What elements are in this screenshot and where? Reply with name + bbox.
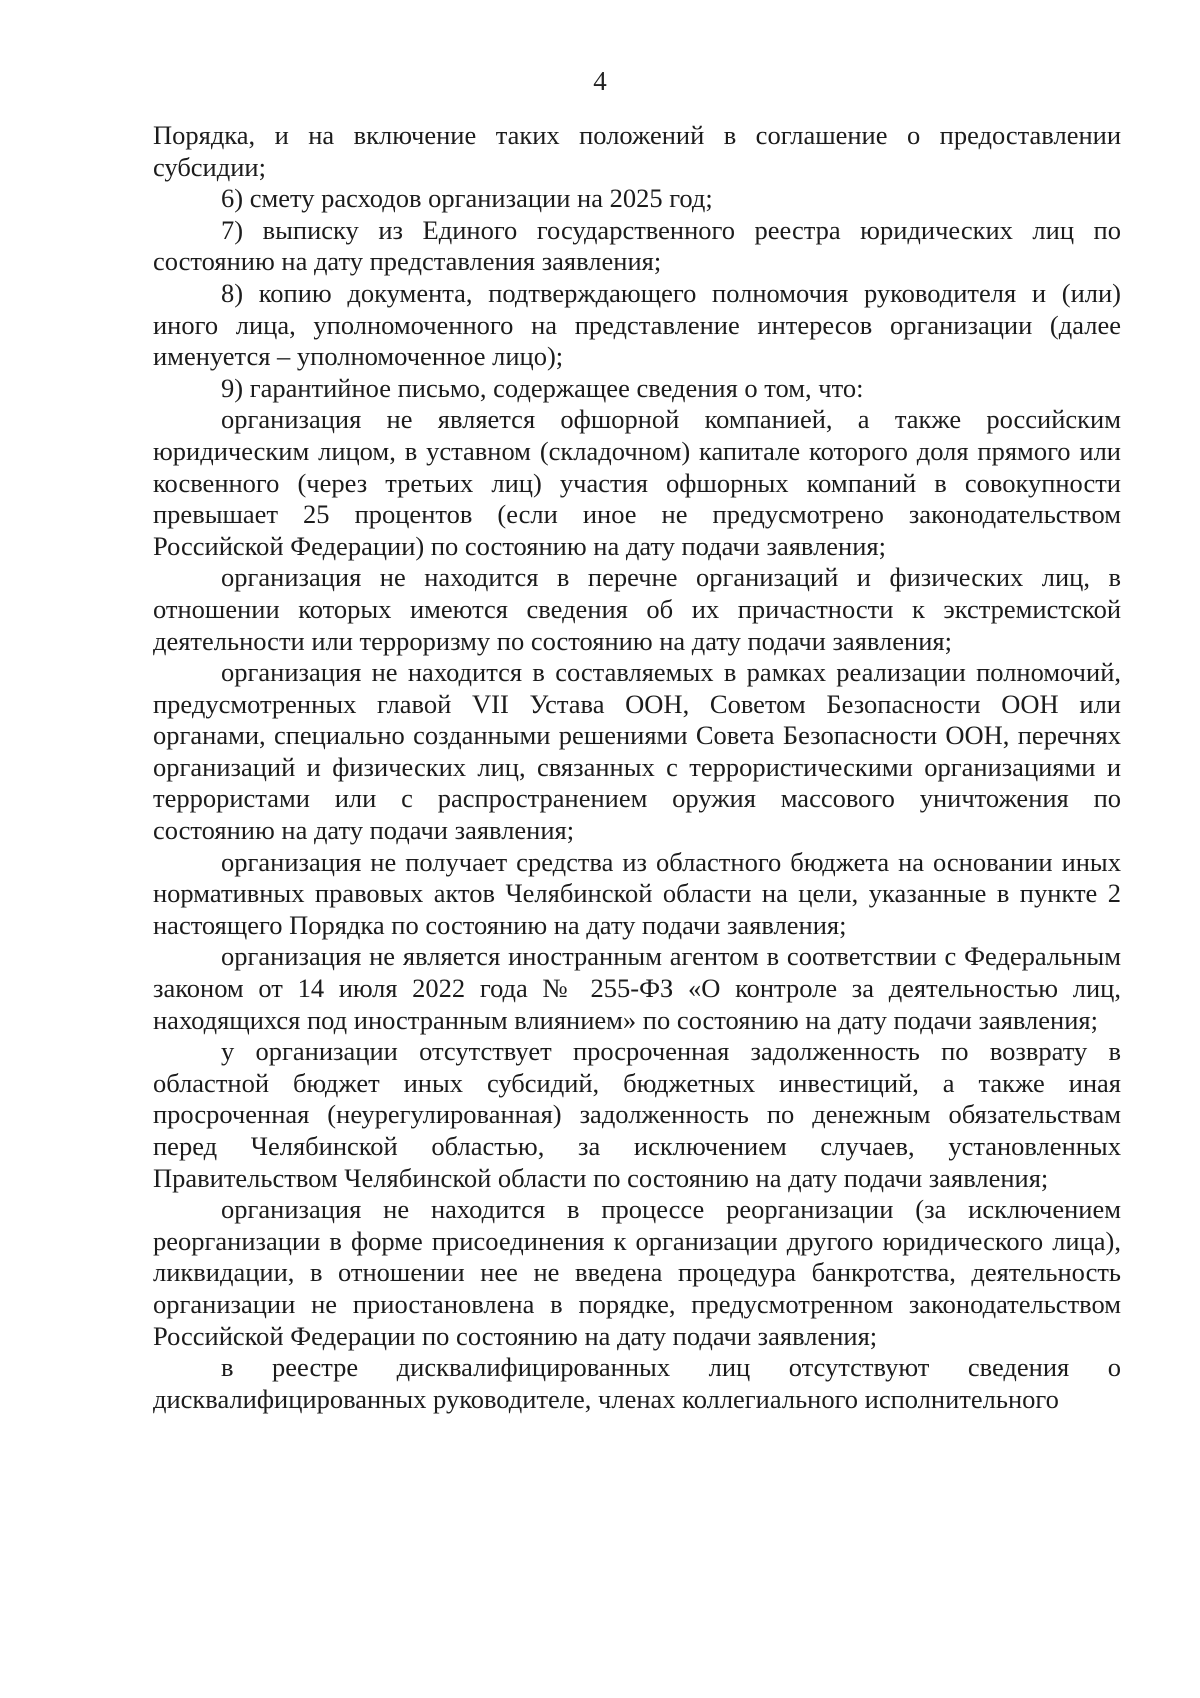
paragraph-disqualified: в реестре дисквалифицированных лиц отсутствуют сведения о дисквалифицированных руководителе, членах коллегиального исполнительного — [153, 1352, 1121, 1414]
paragraph-item-8: 8) копию документа, подтверждающего полномочия руководителя и (или) иного лица, уполномоченного на представление интересов организации (далее именуется – уполномоченное лицо); — [153, 277, 1121, 372]
paragraph-continuation: Порядка, и на включение таких положений в соглашение о предоставлении субсидии; — [153, 120, 1121, 182]
paragraph-item-9: 9) гарантийное письмо, содержащее сведения о том, что: — [221, 372, 864, 403]
paragraph-un-lists: организация не находится в составляемых в рамках реализации полномочий, предусмотренных главой VII Устава ООН, Советом Безопасности ООН или органами, специально созданными решениями Совета Безопасности ООН, перечнях организаций и физических лиц, связанных с террористическими организациями и террористами или с распространением оружия массового уничтожения по состоянию на дату подачи заявления; — [153, 657, 1121, 846]
page-number: 4 — [593, 66, 607, 96]
paragraph-item-7: 7) выписку из Единого государственного реестра юридических лиц по состоянию на дату представления заявления; — [153, 214, 1121, 277]
paragraph-extremism: организация не находится в перечне организаций и физических лиц, в отношении которых имеются сведения об их причастности к экстремистской деятельности или терроризму по состоянию на дату подачи заявления; — [153, 562, 1121, 656]
document-body — [153, 120, 1121, 1415]
paragraph-foreign-agent: организация не является иностранным агентом в соответствии с Федеральным законом от 14 июля 2022 года № 255-ФЗ «О контроле за деятельностью лиц, находящихся под иностранным влиянием» по состоянию на дату подачи заявления; — [153, 941, 1121, 1035]
paragraph-debt: у организации отсутствует просроченная задолженность по возврату в областной бюджет иных субсидий, бюджетных инвестиций, а также иная просроченная (неурегулированная) задолженность по денежным обязательствам перед Челябинской областью, за исключением случаев, установленных Правительством Челябинской области по состоянию на дату подачи заявления; — [153, 1036, 1121, 1193]
paragraph-item-6: 6) смету расходов организации на 2025 год; — [221, 183, 713, 214]
paragraph-reorganization: организация не находится в процессе реорганизации (за исключением реорганизации в форме присоединения к организации другого юридического лица), ликвидации, в отношении нее не введена процедура банкротства, деятельность организации не приостановлена в порядке, предусмотренном законодательством Российской Федерации по состоянию на дату подачи заявления; — [153, 1194, 1121, 1351]
paragraph-regional-budget: организация не получает средства из областного бюджета на основании иных нормативных правовых актов Челябинской области на цели, указанные в пункте 2 настоящего Порядка по состоянию на дату подачи заявления; — [153, 846, 1121, 940]
paragraph-offshore: организация не является офшорной компанией, а также российским юридическим лицом, в уставном (складочном) капитале которого доля прямого или косвенного (через третьих лиц) участия офшорных компаний в совокупности превышает 25 процентов (если иное не предусмотрено законодательством Российской Федерации) по состоянию на дату подачи заявления; — [153, 404, 1121, 561]
